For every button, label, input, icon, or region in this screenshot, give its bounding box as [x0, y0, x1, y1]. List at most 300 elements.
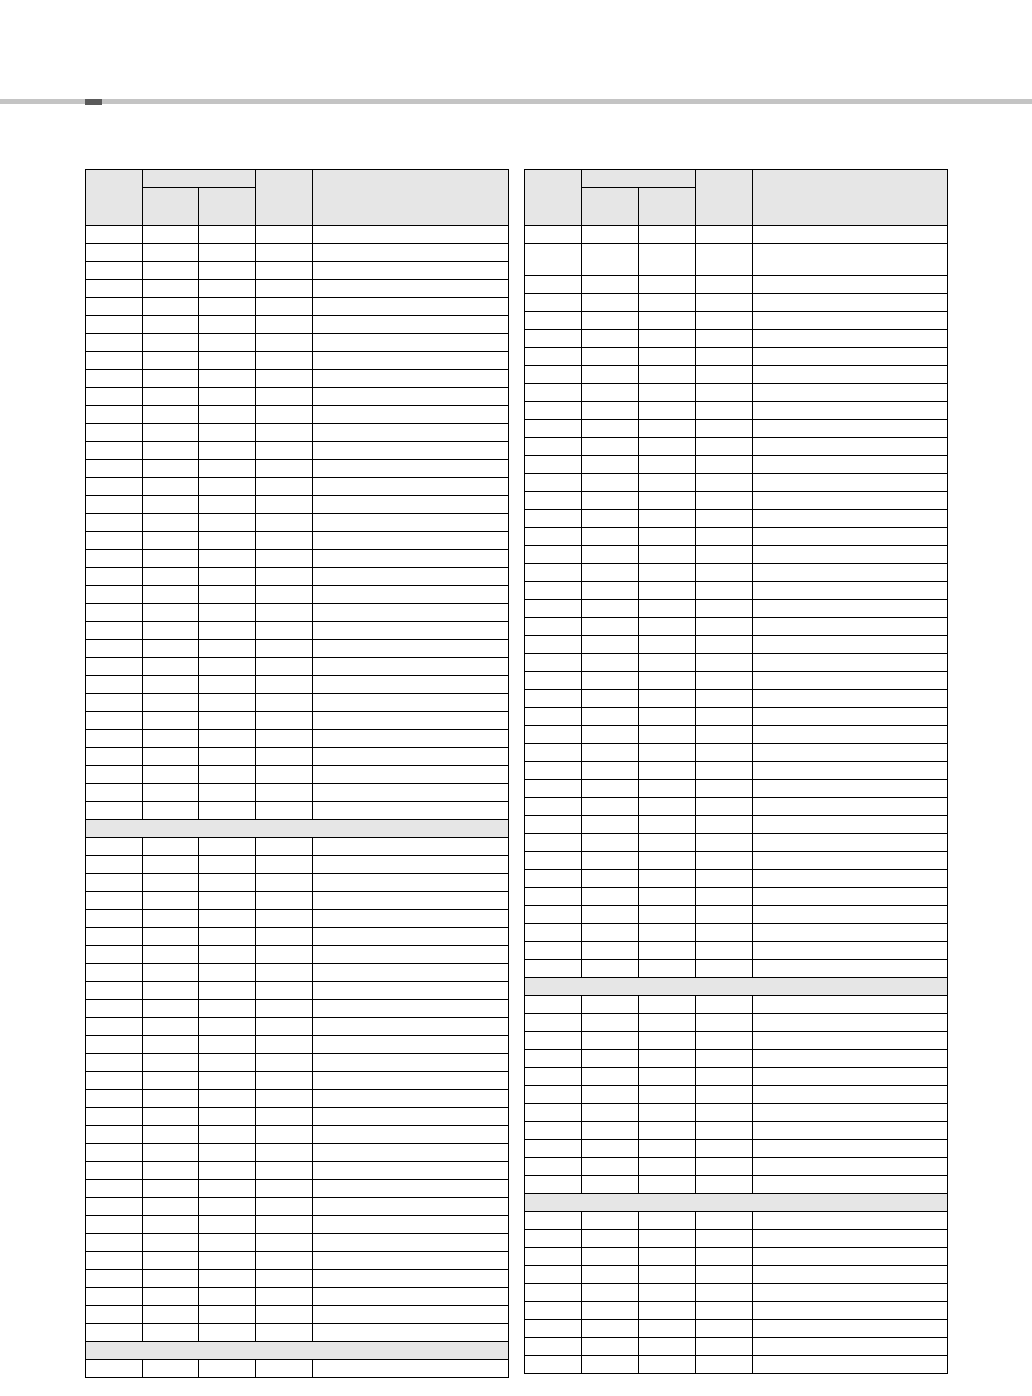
table-cell — [256, 442, 313, 460]
table-cell — [143, 730, 199, 748]
table-cell — [199, 514, 256, 532]
table-cell — [753, 244, 948, 276]
table-row — [86, 514, 509, 532]
table-cell — [199, 766, 256, 784]
table-cell — [582, 330, 639, 348]
table-cell — [86, 856, 143, 874]
table-row — [86, 1306, 509, 1324]
table-cell — [313, 874, 509, 892]
table-cell — [256, 262, 313, 280]
table-row — [86, 460, 509, 478]
table-row — [525, 888, 948, 906]
table-cell — [256, 550, 313, 568]
table-cell — [199, 460, 256, 478]
table-row — [86, 730, 509, 748]
table-cell — [313, 316, 509, 334]
table-cell — [86, 838, 143, 856]
table-cell — [582, 384, 639, 402]
table-cell — [696, 1248, 753, 1266]
table-row — [525, 708, 948, 726]
table-cell — [753, 1050, 948, 1068]
table-cell — [696, 726, 753, 744]
table-cell — [199, 280, 256, 298]
table-cell — [582, 438, 639, 456]
table-row — [86, 946, 509, 964]
table-cell — [313, 1090, 509, 1108]
table-cell — [199, 604, 256, 622]
section-band-cell — [86, 820, 509, 838]
table-cell — [199, 730, 256, 748]
table-row — [525, 1266, 948, 1284]
table-cell — [199, 1198, 256, 1216]
table-cell — [86, 730, 143, 748]
table-row — [86, 964, 509, 982]
table-row — [525, 960, 948, 978]
table-cell — [313, 514, 509, 532]
table-cell — [143, 298, 199, 316]
table-cell — [525, 1320, 582, 1338]
table-cell — [199, 694, 256, 712]
table-cell — [313, 1036, 509, 1054]
table-cell — [696, 1320, 753, 1338]
table-row — [86, 658, 509, 676]
table-row — [525, 780, 948, 798]
table-cell — [639, 420, 696, 438]
table-cell — [753, 1140, 948, 1158]
table-cell — [199, 352, 256, 370]
table-cell — [696, 870, 753, 888]
table-row — [525, 600, 948, 618]
table-cell — [256, 856, 313, 874]
section-band-row — [86, 820, 509, 838]
table-cell — [753, 1104, 948, 1122]
table-cell — [753, 1248, 948, 1266]
table-cell — [639, 852, 696, 870]
table-row — [525, 906, 948, 924]
table-cell — [582, 636, 639, 654]
table-cell — [525, 1230, 582, 1248]
table-cell — [86, 1252, 143, 1270]
table-cell — [753, 1158, 948, 1176]
table-cell — [582, 1338, 639, 1356]
table-row — [86, 1288, 509, 1306]
table-cell — [313, 784, 509, 802]
table-cell — [86, 568, 143, 586]
table-cell — [753, 996, 948, 1014]
table-cell — [86, 1306, 143, 1324]
table-cell — [313, 388, 509, 406]
table-cell — [753, 636, 948, 654]
table-cell — [525, 276, 582, 294]
table-cell — [753, 726, 948, 744]
table-cell — [582, 870, 639, 888]
table-cell — [313, 1180, 509, 1198]
table-cell — [256, 1324, 313, 1342]
table-cell — [143, 1000, 199, 1018]
table-cell — [143, 406, 199, 424]
table-cell — [582, 690, 639, 708]
table-cell — [86, 982, 143, 1000]
table-cell — [639, 1230, 696, 1248]
table-cell — [639, 870, 696, 888]
table-cell — [256, 244, 313, 262]
table-cell — [86, 352, 143, 370]
table-row — [86, 316, 509, 334]
table-cell — [525, 474, 582, 492]
table-cell — [313, 838, 509, 856]
table-cell — [86, 1180, 143, 1198]
table-cell — [696, 888, 753, 906]
table-row — [86, 1198, 509, 1216]
table-cell — [582, 726, 639, 744]
table-row — [86, 352, 509, 370]
table-cell — [696, 348, 753, 366]
table-cell — [313, 928, 509, 946]
table-cell — [696, 1014, 753, 1032]
table-cell — [143, 1180, 199, 1198]
table-cell — [525, 402, 582, 420]
table-cell — [582, 366, 639, 384]
table-cell — [696, 276, 753, 294]
table-cell — [696, 226, 753, 244]
table-cell — [256, 226, 313, 244]
table-cell — [199, 1018, 256, 1036]
table-row — [86, 244, 509, 262]
table-cell — [525, 546, 582, 564]
header-subcell — [199, 188, 256, 226]
table-row — [86, 1072, 509, 1090]
table-cell — [143, 712, 199, 730]
table-cell — [313, 1000, 509, 1018]
table-cell — [199, 568, 256, 586]
table-cell — [639, 226, 696, 244]
table-cell — [696, 1140, 753, 1158]
table-cell — [143, 280, 199, 298]
table-cell — [696, 1158, 753, 1176]
table-cell — [753, 226, 948, 244]
table-row — [86, 1126, 509, 1144]
table-cell — [199, 658, 256, 676]
table-cell — [86, 1090, 143, 1108]
table-row — [86, 370, 509, 388]
table-row — [525, 330, 948, 348]
table-cell — [199, 928, 256, 946]
table-row — [525, 744, 948, 762]
table-cell — [313, 280, 509, 298]
table-row — [86, 712, 509, 730]
table-row — [86, 478, 509, 496]
table-cell — [199, 424, 256, 442]
table-cell — [143, 244, 199, 262]
table-row — [86, 694, 509, 712]
table-row — [86, 1234, 509, 1252]
spec-table-left — [85, 169, 509, 1378]
table-cell — [143, 262, 199, 280]
table-cell — [525, 438, 582, 456]
section-band-cell — [86, 1342, 509, 1360]
table-cell — [313, 712, 509, 730]
table-cell — [313, 1072, 509, 1090]
table-cell — [86, 478, 143, 496]
table-cell — [639, 996, 696, 1014]
table-cell — [582, 564, 639, 582]
table-cell — [582, 546, 639, 564]
table-cell — [696, 672, 753, 690]
table-cell — [143, 1090, 199, 1108]
table-cell — [696, 690, 753, 708]
table-row — [525, 798, 948, 816]
table-cell — [753, 384, 948, 402]
table-cell — [696, 960, 753, 978]
table-cell — [753, 492, 948, 510]
table-row — [86, 1180, 509, 1198]
table-cell — [256, 334, 313, 352]
table-cell — [525, 906, 582, 924]
table-cell — [313, 694, 509, 712]
table-cell — [143, 370, 199, 388]
header-cell-group — [143, 170, 256, 188]
table-cell — [525, 1248, 582, 1266]
table-row — [525, 1176, 948, 1194]
table-cell — [143, 982, 199, 1000]
table-cell — [639, 1302, 696, 1320]
table-row — [86, 1108, 509, 1126]
table-cell — [199, 622, 256, 640]
table-cell — [143, 622, 199, 640]
table-cell — [696, 906, 753, 924]
table-row — [86, 1252, 509, 1270]
table-cell — [582, 1158, 639, 1176]
table-cell — [256, 1234, 313, 1252]
table-cell — [639, 1338, 696, 1356]
table-cell — [86, 532, 143, 550]
table-cell — [753, 402, 948, 420]
table-cell — [256, 1072, 313, 1090]
table-cell — [753, 1338, 948, 1356]
table-row — [525, 1230, 948, 1248]
table-cell — [86, 1036, 143, 1054]
table-cell — [199, 388, 256, 406]
table-row — [86, 388, 509, 406]
table-cell — [256, 1000, 313, 1018]
table-cell — [143, 1216, 199, 1234]
table-cell — [753, 834, 948, 852]
table-cell — [86, 1198, 143, 1216]
table-cell — [696, 330, 753, 348]
table-cell — [639, 1158, 696, 1176]
table-cell — [525, 1158, 582, 1176]
table-cell — [525, 690, 582, 708]
table-row — [86, 838, 509, 856]
table-cell — [753, 708, 948, 726]
table-cell — [256, 928, 313, 946]
table-row — [86, 298, 509, 316]
table-cell — [582, 1302, 639, 1320]
table-cell — [639, 1284, 696, 1302]
table-cell — [639, 474, 696, 492]
table-cell — [143, 1324, 199, 1342]
table-cell — [86, 802, 143, 820]
table-cell — [143, 424, 199, 442]
table-cell — [525, 1284, 582, 1302]
table-row — [86, 406, 509, 424]
table-cell — [199, 1036, 256, 1054]
table-cell — [313, 424, 509, 442]
table-cell — [199, 1144, 256, 1162]
table-cell — [582, 798, 639, 816]
table-cell — [525, 1266, 582, 1284]
table-cell — [753, 690, 948, 708]
table-cell — [143, 874, 199, 892]
table-cell — [582, 348, 639, 366]
table-cell — [143, 676, 199, 694]
table-cell — [86, 316, 143, 334]
table-cell — [525, 384, 582, 402]
table-cell — [143, 910, 199, 928]
table-cell — [313, 1126, 509, 1144]
table-cell — [199, 1360, 256, 1378]
table-cell — [199, 262, 256, 280]
table-row — [525, 492, 948, 510]
table-cell — [86, 370, 143, 388]
table-cell — [143, 1288, 199, 1306]
table-cell — [143, 568, 199, 586]
table-row — [525, 582, 948, 600]
section-band-cell — [525, 1194, 948, 1212]
table-row — [525, 1302, 948, 1320]
table-cell — [696, 924, 753, 942]
table-cell — [313, 856, 509, 874]
table-cell — [582, 456, 639, 474]
table-cell — [525, 888, 582, 906]
table-cell — [313, 406, 509, 424]
table-cell — [313, 478, 509, 496]
table-cell — [143, 640, 199, 658]
table-cell — [86, 406, 143, 424]
table-cell — [753, 762, 948, 780]
table-cell — [582, 1068, 639, 1086]
table-cell — [582, 708, 639, 726]
table-cell — [199, 1162, 256, 1180]
table-cell — [199, 1180, 256, 1198]
table-row — [525, 636, 948, 654]
table-row — [525, 366, 948, 384]
table-cell — [525, 366, 582, 384]
table-cell — [143, 928, 199, 946]
table-cell — [256, 424, 313, 442]
table-cell — [525, 924, 582, 942]
table-cell — [256, 1054, 313, 1072]
table-cell — [143, 1054, 199, 1072]
table-row — [525, 244, 948, 276]
table-cell — [696, 492, 753, 510]
table-row — [525, 1320, 948, 1338]
table-cell — [639, 636, 696, 654]
table-row — [525, 564, 948, 582]
table-cell — [86, 640, 143, 658]
table-cell — [696, 762, 753, 780]
table-cell — [86, 928, 143, 946]
table-cell — [199, 676, 256, 694]
table-cell — [639, 312, 696, 330]
table-cell — [753, 960, 948, 978]
table-cell — [86, 712, 143, 730]
table-cell — [639, 690, 696, 708]
table-cell — [199, 406, 256, 424]
table-cell — [86, 334, 143, 352]
table-cell — [582, 1248, 639, 1266]
table-cell — [696, 1050, 753, 1068]
table-cell — [313, 730, 509, 748]
table-cell — [313, 892, 509, 910]
table-row — [86, 910, 509, 928]
table-cell — [313, 1216, 509, 1234]
table-row — [86, 982, 509, 1000]
table-cell — [256, 568, 313, 586]
table-row — [525, 672, 948, 690]
table-cell — [256, 388, 313, 406]
table-cell — [143, 766, 199, 784]
table-cell — [639, 1356, 696, 1374]
spec-table-right — [524, 169, 948, 1374]
table-cell — [256, 460, 313, 478]
table-cell — [639, 1122, 696, 1140]
table-cell — [525, 654, 582, 672]
table-row — [525, 1032, 948, 1050]
table-row — [525, 924, 948, 942]
table-cell — [313, 640, 509, 658]
table-cell — [86, 514, 143, 532]
table-cell — [753, 294, 948, 312]
table-row — [86, 748, 509, 766]
table-cell — [753, 780, 948, 798]
table-cell — [696, 1086, 753, 1104]
table-cell — [525, 726, 582, 744]
table-cell — [525, 1212, 582, 1230]
table-cell — [639, 942, 696, 960]
table-row — [525, 474, 948, 492]
table-cell — [86, 910, 143, 928]
table-cell — [199, 496, 256, 514]
table-cell — [753, 276, 948, 294]
table-cell — [86, 550, 143, 568]
table-cell — [143, 1234, 199, 1252]
table-cell — [143, 514, 199, 532]
table-cell — [525, 1338, 582, 1356]
table-cell — [525, 762, 582, 780]
table-cell — [199, 442, 256, 460]
table-cell — [143, 442, 199, 460]
table-cell — [639, 1248, 696, 1266]
table-row — [525, 996, 948, 1014]
table-cell — [582, 312, 639, 330]
table-row — [525, 1248, 948, 1266]
table-cell — [639, 1086, 696, 1104]
table-cell — [199, 748, 256, 766]
table-cell — [256, 514, 313, 532]
table-cell — [256, 1036, 313, 1054]
table-row — [86, 1162, 509, 1180]
table-row — [525, 456, 948, 474]
table-cell — [313, 442, 509, 460]
table-cell — [582, 852, 639, 870]
table-cell — [256, 802, 313, 820]
table-cell — [525, 618, 582, 636]
table-cell — [199, 892, 256, 910]
table-cell — [256, 1306, 313, 1324]
table-cell — [199, 298, 256, 316]
table-cell — [525, 1050, 582, 1068]
